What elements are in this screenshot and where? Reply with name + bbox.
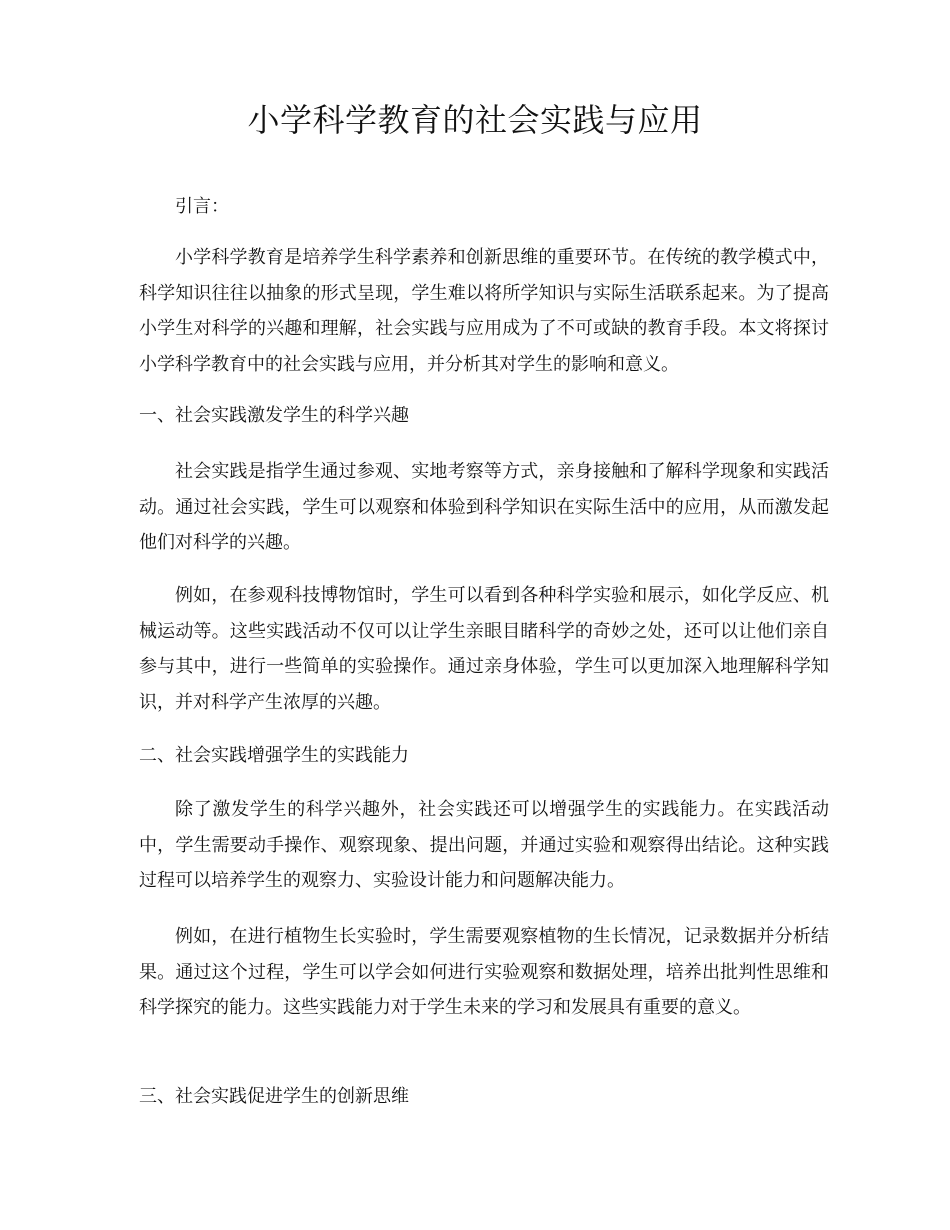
section-heading-2: 二、社会实践增强学生的实践能力 bbox=[139, 745, 409, 766]
document-title: 小学科学教育的社会实践与应用 bbox=[247, 101, 703, 139]
section-2-paragraph-2: 例如，在进行植物生长实验时，学生需要观察植物的生长情况，记录数据并分析结果。通过这个过程，学生可以学会如何进行实验观察和数据处理，培养出批判性思维和科学探究的能力。这些实践能力对于学生未来的学习和发展具有重要的意义。 bbox=[139, 926, 829, 1018]
section-1-paragraph-1: 社会实践是指学生通过参观、实地考察等方式，亲身接触和了解科学现象和实践活动。通过社会实践，学生可以观察和体验到科学知识在实际生活中的应用，从而激发起他们对科学的兴趣。 bbox=[139, 461, 829, 553]
section-1-paragraph-2: 例如，在参观科技博物馆时，学生可以看到各种科学实验和展示，如化学反应、机械运动等。这些实践活动不仅可以让学生亲眼目睹科学的奇妙之处，还可以让他们亲自参与其中，进行一些简单的实验操作。通过亲身体验，学生可以更加深入地理解科学知识，并对科学产生浓厚的兴趣。 bbox=[139, 585, 829, 713]
intro-label: 引言： bbox=[175, 196, 229, 217]
section-heading-3: 三、社会实践促进学生的创新思维 bbox=[139, 1086, 409, 1107]
intro-paragraph: 小学科学教育是培养学生科学素养和创新思维的重要环节。在传统的教学模式中，科学知识往往以抽象的形式呈现，学生难以将所学知识与实际生活联系起来。为了提高小学生对科学的兴趣和理解，社会实践与应用成为了不可或缺的教育手段。本文将探讨小学科学教育中的社会实践与应用，并分析其对学生的影响和意义。 bbox=[139, 247, 829, 375]
section-heading-1: 一、社会实践激发学生的科学兴趣 bbox=[139, 405, 409, 426]
section-2-paragraph-1: 除了激发学生的科学兴趣外，社会实践还可以增强学生的实践能力。在实践活动中，学生需要动手操作、观察现象、提出问题，并通过实验和观察得出结论。这种实践过程可以培养学生的观察力、实验设计能力和问题解决能力。 bbox=[139, 799, 829, 891]
